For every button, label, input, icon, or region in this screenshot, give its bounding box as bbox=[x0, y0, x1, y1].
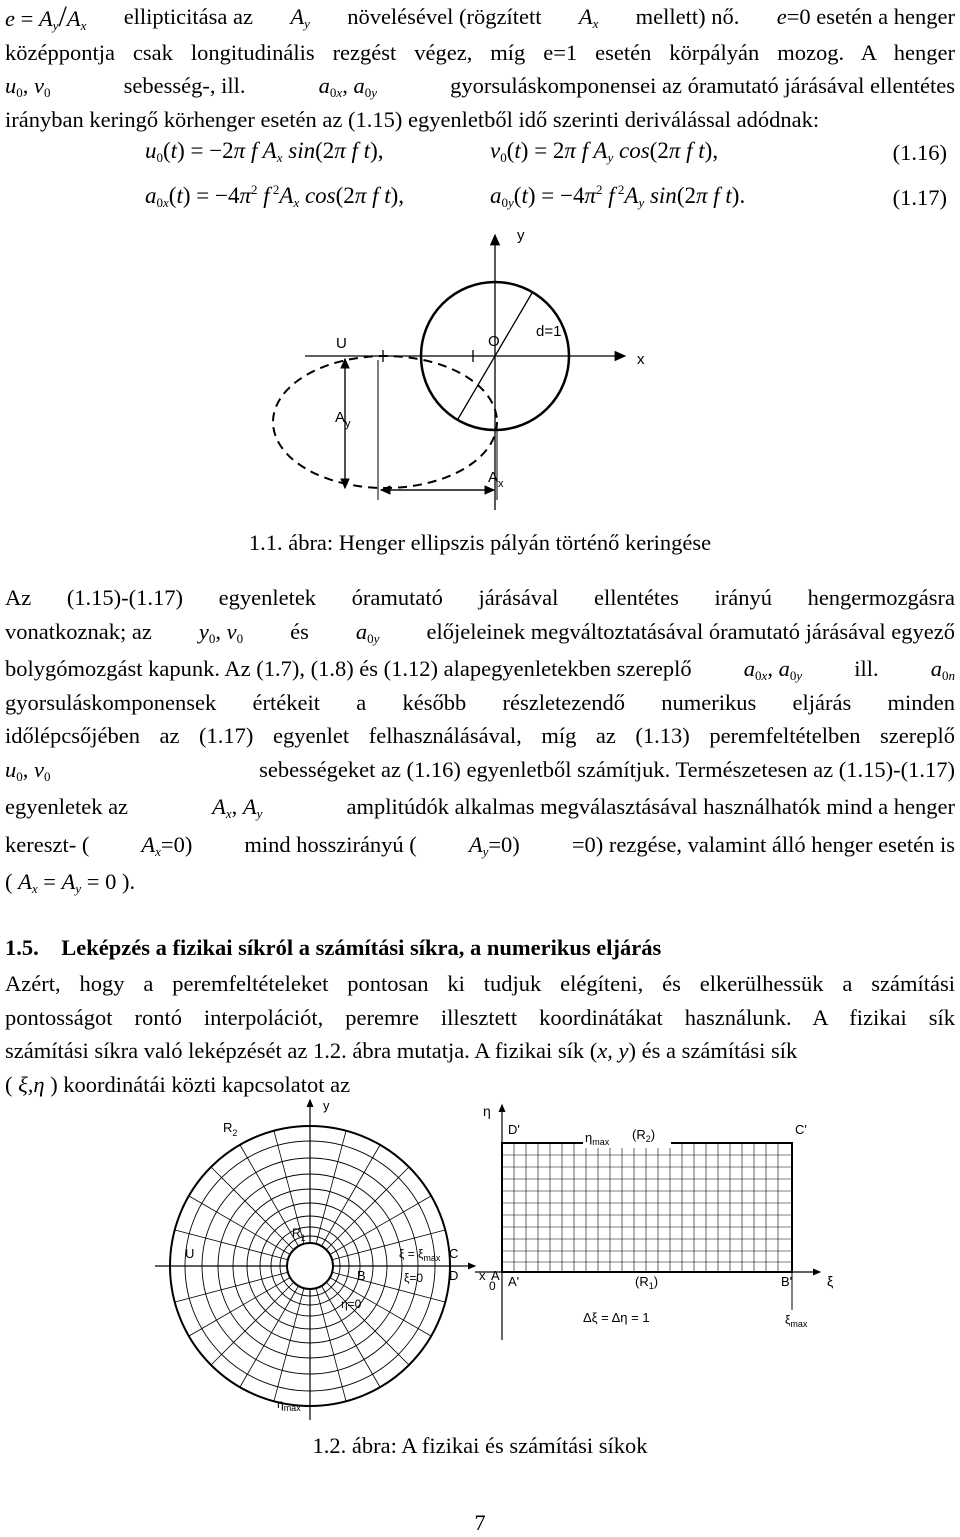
text: egyenletek az bbox=[5, 794, 129, 819]
comp-label-step: Δξ = Δη = 1 bbox=[583, 1310, 650, 1325]
page-number: 7 bbox=[474, 1510, 486, 1535]
phys-label-R2: $R_2$ bbox=[223, 1120, 238, 1138]
equation-1-17-right: $a_{0y}(t) = -4\pi^2$ f $^2A_y$ sin(2π f t). bbox=[490, 182, 746, 210]
para1-line4: irányban keringő körhenger esetén az (1.15) egyenletből idő szerinti deriválással adódnak: bbox=[5, 106, 820, 132]
phys-label-eta0: η=0 bbox=[341, 1297, 362, 1311]
para1-line3: $u_0$, $v_0$ sebesség-, ill. $a_{0x}$, $a_{0y}$ gyorsuláskomponensei az óramutató járásával ellentétes bbox=[5, 69, 955, 103]
para2-line3: bolygómozgást kapunk. Az (1.7), (1.8) és (1.12) alapegyenletekben szereplő $a_{0x}$, $a_{0y}$ ill. $a_{0n}$ bbox=[5, 652, 955, 686]
comp-label-R1: $(R_1)$ bbox=[635, 1274, 659, 1291]
phys-label-xi0: ξ=0 bbox=[404, 1271, 424, 1285]
text: ill. bbox=[854, 656, 879, 681]
figure-1-2 bbox=[5, 1090, 955, 1425]
comp-label-Cp: C' bbox=[795, 1122, 807, 1137]
para3-line1: Azért, hogy a peremfeltételeket pontosan ki tudjuk elégíteni, és elkerülhessük a számítási bbox=[5, 971, 955, 996]
para3-line4: ( ξ,η ) koordinátái közti kapcsolatot az bbox=[5, 1071, 351, 1097]
text: =0) rezgése, valamint álló henger esetén is bbox=[571, 831, 955, 857]
comp-label-Dp: D' bbox=[508, 1122, 520, 1137]
phys-label-U: U bbox=[185, 1246, 195, 1261]
phys-label-xi-max: $\xi = \xi_{max}$ bbox=[399, 1247, 441, 1263]
text: bolygómozgást kapunk. Az (1.7), (1.8) és (1.12) alapegyenletekben szereplő bbox=[5, 656, 692, 681]
para2-line2: vonatkoznak; az $y_0$, $v_0$ és $a_{0y}$ előjeleinek megváltoztatásával óramutató járásával egyező bbox=[5, 615, 955, 649]
comp-label-Bp: B' bbox=[781, 1274, 793, 1289]
text: mellett) nő. bbox=[635, 4, 740, 29]
para2-line1: Az (1.15)-(1.17) egyenletek óramutató járásával ellentétes irányú hengermozgásra bbox=[5, 585, 955, 610]
phys-label-R1: $R_1$ bbox=[292, 1226, 306, 1243]
para2-line5: időlépcsőjében az (1.17) egyenlet felhasználásával, míg az (1.13) peremfeltételben szereplő bbox=[5, 723, 955, 748]
phys-label-A: A bbox=[491, 1268, 500, 1283]
comp-label-zero: 0 bbox=[489, 1279, 496, 1293]
text: növelésével (rögzített bbox=[347, 4, 542, 29]
label-O: O bbox=[488, 333, 500, 350]
text: ellipticitása az bbox=[123, 4, 253, 29]
phys-label-C: C bbox=[449, 1246, 459, 1261]
para2-line4: gyorsuláskomponensek értékeit a később részletezendő numerikus eljárás minden bbox=[5, 689, 955, 715]
physical-plane bbox=[155, 1098, 500, 1420]
paragraph-3 bbox=[5, 967, 955, 1101]
para1-line2: középpontja csak longitudinális rezgést végez, míg e=1 esetén körpályán mozog. A henger bbox=[5, 39, 955, 65]
section-title: Leképzés a fizikai síkról a számítási síkra, a numerikus eljárás bbox=[61, 935, 662, 960]
ellipticity-formula: e bbox=[5, 6, 15, 31]
label-Ax: $A_x$ bbox=[488, 469, 504, 490]
para2-line7: egyenletek az $A_x$, $A_y$ amplitúdók alkalmas megválasztásával használhatók mind a henger bbox=[5, 790, 955, 824]
label-Ay: $A_y$ bbox=[335, 409, 351, 430]
comp-label-eta: η bbox=[483, 1103, 491, 1119]
phys-label-eta-max: $\eta_{max}$ bbox=[277, 1397, 301, 1413]
paragraph-2 bbox=[5, 581, 955, 899]
text: gyorsuláskomponensei az óramutató járásával ellentétes bbox=[450, 73, 955, 98]
comp-label-xi-max: $\xi_{max}$ bbox=[785, 1313, 808, 1329]
comp-label-R2: $(R_2)$ bbox=[632, 1127, 656, 1144]
text: vonatkoznak; az bbox=[5, 618, 152, 644]
figure-1-1-caption: 1.1. ábra: Henger ellipszis pályán történő keringése bbox=[248, 530, 712, 555]
para2-line9: ( $A_x = A_y = 0$ ). bbox=[5, 869, 136, 896]
paragraph-1 bbox=[5, 0, 955, 136]
para3-line3: számítási síkra való leképzését az 1.2. ábra mutatja. A fizikai sík (x, y) és a számítási sík bbox=[5, 1038, 798, 1063]
phys-label-B: B bbox=[357, 1268, 366, 1283]
equation-1-16-left: $u_0(t) = -2\pi$ f $A_x$ sin(2π f t), bbox=[145, 138, 384, 165]
section-number: 1.5. bbox=[5, 935, 39, 960]
text: előjeleinek megváltoztatásával óramutató járásával egyező bbox=[426, 618, 955, 644]
computational-plane bbox=[475, 1103, 833, 1340]
equation-1-16-right: $v_0(t) = 2\pi$ f $A_y$ cos(2π f t), bbox=[490, 138, 719, 165]
text: =0 esetén a henger bbox=[786, 4, 955, 29]
para3-line2: pontosságot rontó interpolációt, peremre illesztett koordinátákat használunk. A fizikai sík bbox=[5, 1004, 955, 1030]
phys-label-x: x bbox=[479, 1268, 486, 1283]
figure-1-1 bbox=[5, 220, 955, 520]
equation-number-1-17: (1.17) bbox=[892, 185, 947, 210]
text: és bbox=[290, 618, 309, 644]
equation-1-17-left: $a_{0x}(t) = -4\pi^2$ f $^2A_x$ cos(2π f t), bbox=[145, 182, 405, 210]
section-heading bbox=[5, 935, 661, 961]
symbol: e bbox=[776, 4, 787, 29]
comp-label-Ap: A' bbox=[508, 1274, 520, 1289]
para1-line1: $e = A_y/A_x$ ellipticitása az $A_y$ növelésével (rögzített $A_x$ mellett) nő. e=0 esetén a henger bbox=[5, 0, 955, 36]
equation-number-1-16: (1.16) bbox=[892, 140, 947, 165]
text: sebesség-, ill. bbox=[123, 73, 246, 98]
comp-label-eta-max: $\eta_{max}$ bbox=[585, 1130, 610, 1147]
text: amplitúdók alkalmas megválasztásával használhatók mind a henger bbox=[346, 794, 955, 819]
text: sebességeket az (1.16) egyenletből számítjuk. Természetesen az (1.15)-(1.17) bbox=[259, 756, 955, 782]
label-U: U bbox=[336, 335, 347, 352]
text: kereszt- ( bbox=[5, 831, 90, 857]
phys-label-D: D bbox=[449, 1268, 459, 1283]
label-x: x bbox=[637, 351, 645, 368]
symbol: A bbox=[290, 4, 305, 29]
phys-label-y: y bbox=[323, 1098, 330, 1113]
comp-label-xi: ξ bbox=[827, 1273, 834, 1289]
para2-line6: $u_0$, $v_0$ sebességeket az (1.16) egyenletből számítjuk. Természetesen az (1.15)-(1.17) bbox=[5, 753, 955, 787]
para2-line8: kereszt- ( $A_x=0$) mind hosszirányú ( $A_y=0$) =0) rezgése, valamint álló henger esetén is bbox=[5, 828, 955, 862]
figure-1-2-caption: 1.2. ábra: A fizikai és számítási síkok bbox=[312, 1433, 648, 1458]
label-y: y bbox=[517, 227, 525, 244]
label-d: d=1 bbox=[536, 323, 562, 340]
